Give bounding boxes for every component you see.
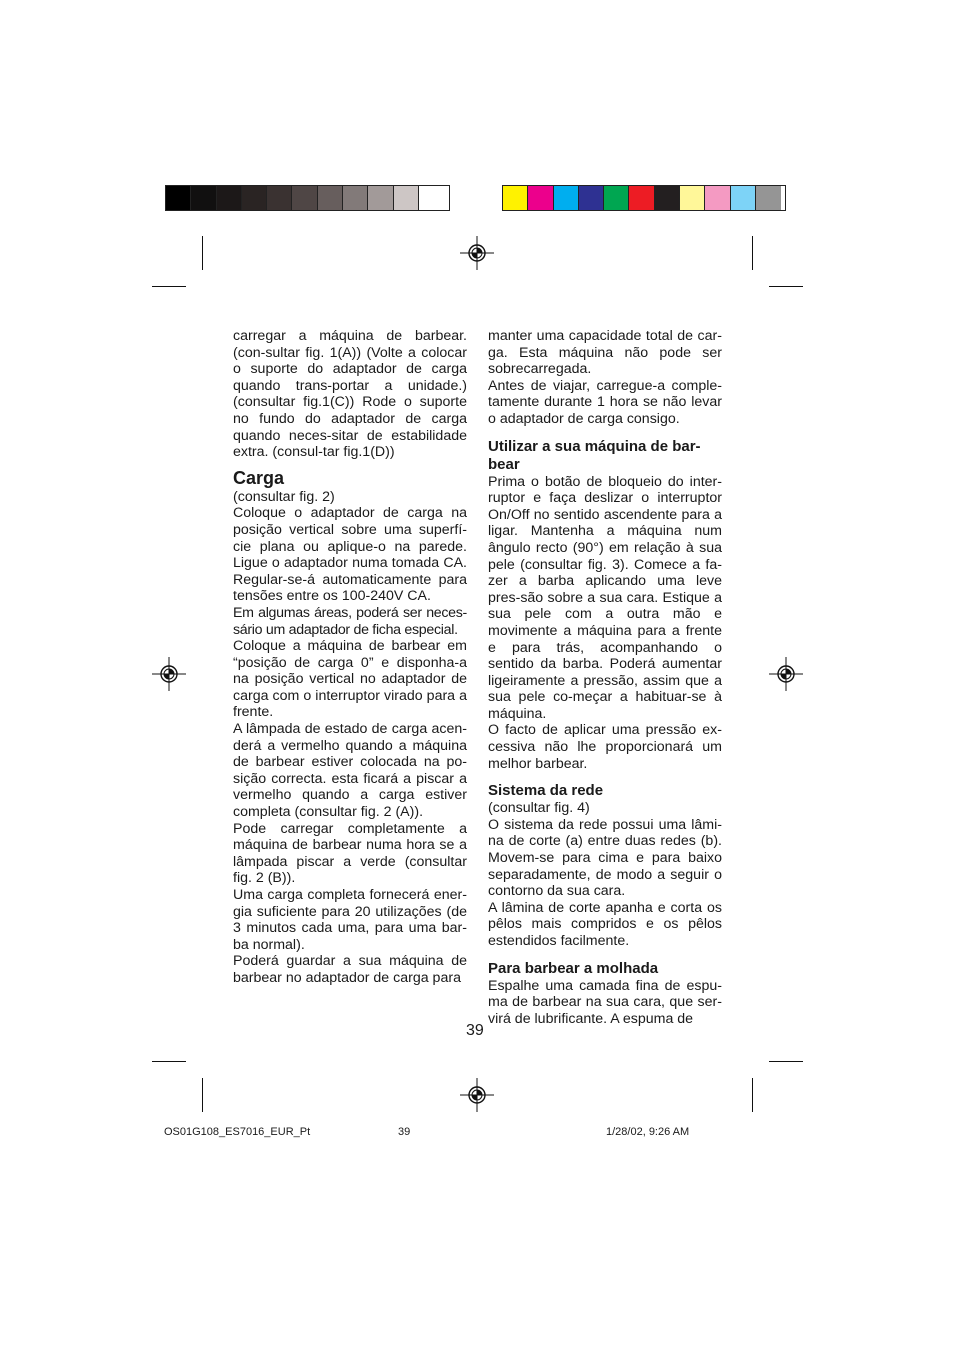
paragraph: O sistema da rede possui uma lâmi-na de corte (a) entre duas redes (b). Movem-se para cima e para baixo separadamente, de modo a seguir o contorno da sua cara. <box>488 816 722 900</box>
footer-date: 1/28/02, 9:26 AM <box>606 1126 690 1138</box>
right-column <box>488 328 722 1027</box>
grayscale-bar <box>166 186 449 210</box>
footer-page: 39 <box>398 1126 411 1138</box>
color-swatch <box>267 186 292 210</box>
paragraph: (consultar fig. 2) <box>233 488 335 505</box>
section-heading: Para barbear a molhada <box>488 959 659 977</box>
section-heading: Sistema da rede <box>488 782 604 800</box>
color-swatch <box>394 186 419 210</box>
paragraph: Pode carregar completamente a máquina de barbear numa hora se a lâmpada piscar a verde (consultar fig. 2 (B)). <box>233 820 467 887</box>
footer-filename: OS01G108_ES7016_EUR_Pt <box>164 1126 311 1138</box>
color-swatch <box>292 186 317 210</box>
paragraph: O facto de aplicar uma pressão ex-cessiva não lhe proporcionará um melhor barbear. <box>488 722 722 772</box>
paragraph: Espalhe uma camada fina de espu-ma de barbear na sua cara, que ser-virá de lubrificante. A espuma de <box>488 977 722 1027</box>
color-swatch <box>680 186 705 210</box>
color-swatch <box>191 186 216 210</box>
registration-mark-icon <box>152 657 186 691</box>
color-swatch <box>217 186 242 210</box>
paragraph: (consultar fig. 4) <box>488 800 590 817</box>
paragraph: Uma carga completa fornecerá ener-gia suficiente para 20 utilizações (de 3 minutos cada uma, para uma bar-ba normal). <box>233 887 467 953</box>
crop-mark <box>769 1061 803 1062</box>
crop-mark <box>152 1061 186 1062</box>
crop-mark <box>202 1078 203 1112</box>
color-swatch <box>756 186 781 210</box>
color-swatch <box>242 186 267 210</box>
color-swatch <box>368 186 393 210</box>
color-swatch <box>731 186 756 210</box>
paragraph: Coloque o adaptador de carga na posição vertical sobre uma superfí-cie plana ou aplique-o na parede. Ligue o adaptador numa tomada CA. Regular-se-á automaticamente para tensões entre os 100-240V CA. <box>233 505 467 605</box>
crop-mark <box>752 1078 753 1112</box>
process-color-bar <box>503 186 785 210</box>
paragraph: manter uma capacidade total de car-ga. Esta máquina não pode ser sobrecarregada. <box>488 328 722 378</box>
crop-mark <box>202 236 203 270</box>
crop-mark <box>752 236 753 270</box>
section-heading: Utilizar a sua máquina de bar-bear <box>488 437 701 473</box>
color-swatch <box>166 186 191 210</box>
color-swatch <box>604 186 629 210</box>
paragraph: Coloque a máquina de barbear em “posição de carga 0” e disponha-a na posição vertical no adaptador de carga com o interruptor virado para a frente. <box>233 638 467 721</box>
color-swatch <box>655 186 680 210</box>
crop-mark <box>152 286 186 287</box>
paragraph: A lâmpada de estado de carga acen-derá a vermelho quando a máquina de barbear estiver colocada na po-sição correcta. esta ficará a piscar a vermelho quando a carga estiver completa (consultar fig. 2 (A)). <box>233 721 467 821</box>
color-swatch <box>554 186 579 210</box>
paragraph: Poderá guardar a sua máquina de barbear no adaptador de carga para <box>233 953 467 986</box>
page-number: 39 <box>466 1022 484 1039</box>
color-swatch <box>419 186 444 210</box>
registration-mark-icon <box>460 1078 494 1112</box>
registration-mark-icon <box>769 657 803 691</box>
left-column <box>233 328 467 987</box>
color-swatch <box>528 186 553 210</box>
color-swatch <box>318 186 343 210</box>
color-swatch <box>629 186 654 210</box>
paragraph: Antes de viajar, carregue-a comple-tamente durante 1 hora se não levar o adaptador de carga consigo. <box>488 377 722 427</box>
color-swatch <box>503 186 528 210</box>
color-swatch <box>343 186 368 210</box>
paragraph: Em algumas áreas, poderá ser neces-sário um adaptador de ficha especial. <box>233 604 467 638</box>
registration-mark-icon <box>460 236 494 270</box>
section-heading: Carga <box>233 467 285 488</box>
paragraph: A lâmina de corte apanha e corta os pêlos mais compridos e os pêlos estendidos facilmente. <box>488 899 722 949</box>
paragraph: Prima o botão de bloqueio do inter-ruptor e faça deslizar o interruptor On/Off no sentido ascendente para a ligar. Mantenha a máquina num ângulo recto (90°) em relação à sua pele (consultar fig. 3). Comece a fa-zer a barba aplicando uma leve pres-são sobre a sua cara. Estique a sua pele com a outra mão e movimente a máquina para a frente e para trás, acompanhando o sentido da barba. Poderá aumentar ligeiramente a pressão, assim que a sua pele co-meçar a habituar-se à máquina. <box>488 473 722 722</box>
crop-mark <box>769 286 803 287</box>
color-swatch <box>579 186 604 210</box>
color-swatch <box>705 186 730 210</box>
paragraph: carregar a máquina de barbear. (con-sultar fig. 1(A)) (Volte a colocar o suporte do adaptador de carga quando trans-portar a unidade.) (consultar fig.1(C)) Rode o suporte no fundo do adaptador de carga quando neces-sitar de estabilidade extra. (consul-tar fig.1(D)) <box>233 328 467 461</box>
